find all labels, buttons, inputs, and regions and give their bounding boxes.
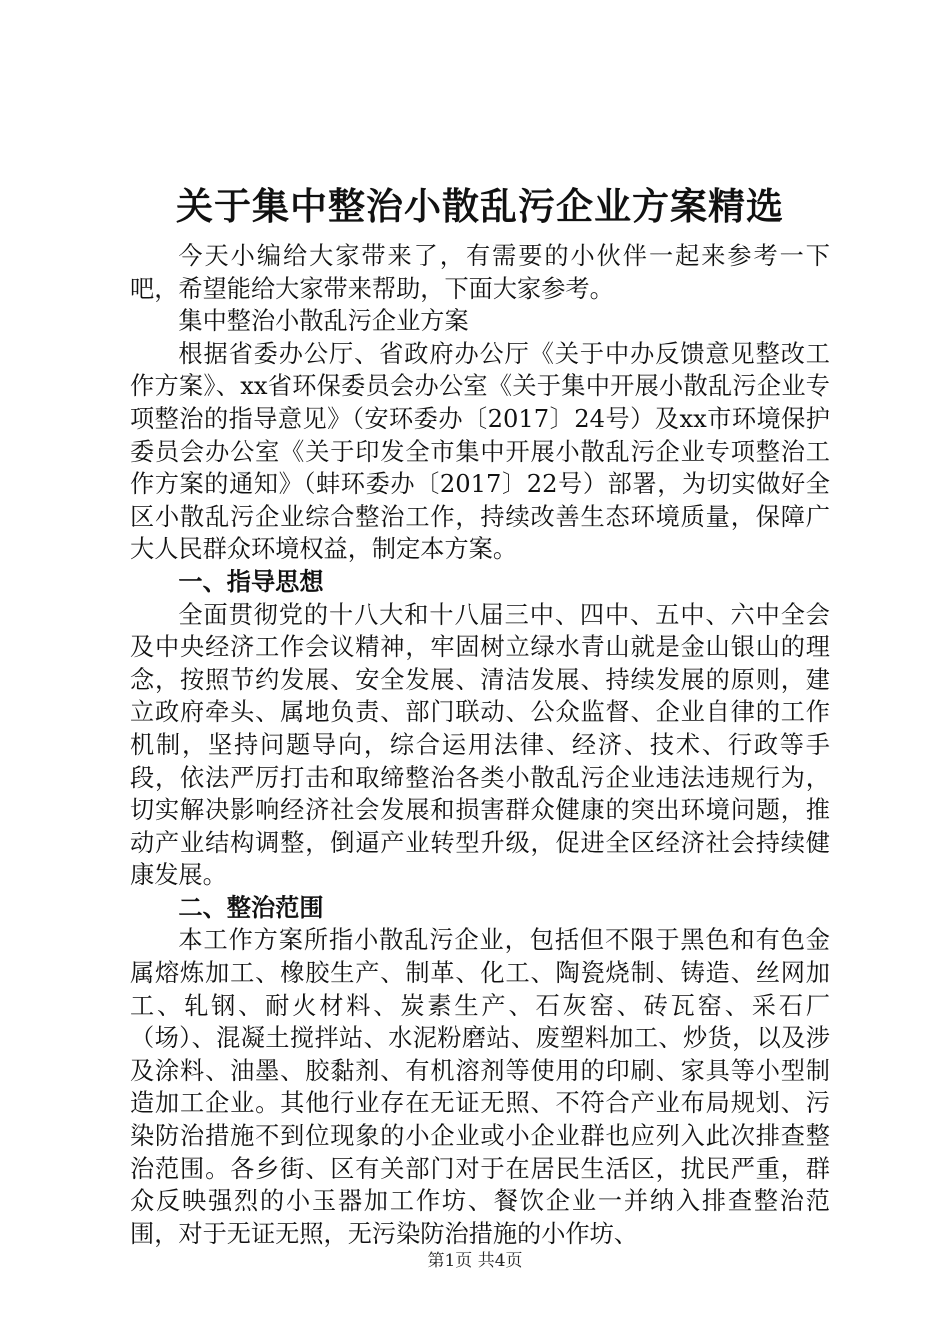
body-paragraph-3: 本工作方案所指小散乱污企业，包括但不限于黑色和有色金属熔炼加工、橡胶生产、制革、化工、陶瓷烧制、铸造、丝网加工、轧钢、耐火材料、炭素生产、石灰窑、砖瓦窑、采石厂（场）、混凝土搅拌站、水泥粉磨站、废塑料加工、炒货，以及涉及涂料、油墨、胶黏剂、有机溶剂等使用的印刷、家具等小型制造加工企业。其他行业存在无证无照、不符合产业布局规划、污染防治措施不到位现象的小企业或小企业群也应列入此次排查整治范围。各乡街、区有关部门对于在居民生活区，扰民严重，群众反映强烈的小玉器加工作坊、餐饮企业一并纳入排查整治范围，对于无证无照，无污染防治措施的小作坊、 xyxy=(130,926,830,1248)
document-title: 关于集中整治小散乱污企业方案精选 xyxy=(176,184,784,228)
body-paragraph-2: 全面贯彻党的十八大和十八届三中、四中、五中、六中全会及中央经济工作会议精神，牢固树立绿水青山就是金山银山的理念，按照节约发展、安全发展、清洁发展、持续发展的原则，建立政府牵头、属地负责、部门联动、公众监督、企业自律的工作机制，坚持问题导向，综合运用法律、经济、技术、行政等手段，依法严厉打击和取缔整治各类小散乱污企业违法违规行为，切实解决影响经济社会发展和损害群众健康的突出环境问题，推动产业结构调整，倒逼产业转型升级，促进全区经济社会持续健康发展。 xyxy=(130,600,830,890)
subtitle-line: 集中整治小散乱污企业方案 xyxy=(178,307,469,336)
page-footer: 第1页 共4页 xyxy=(427,1251,523,1271)
document-page xyxy=(130,180,830,1250)
body-paragraph-1: 根据省委办公厅、省政府办公厅《关于中办反馈意见整改工作方案》、xx省环保委员会办公室《关于集中开展小散乱污企业专项整治的指导意见》（安环委办〔2017〕24号）及xx市环境保护委员会办公室《关于印发全市集中开展小散乱污企业专项整治工作方案的通知》（蚌环委办〔2017〕22号）部署，为切实做好全区小散乱污企业综合整治工作，持续改善生态环境质量，保障广大人民群众环境权益，制定本方案。 xyxy=(130,339,830,564)
intro-paragraph: 今天小编给大家带来了，有需要的小伙伴一起来参考一下吧，希望能给大家带来帮助，下面大家参考。 xyxy=(130,242,830,303)
section-heading-2: 二、整治范围 xyxy=(178,892,324,922)
section-heading-1: 一、指导思想 xyxy=(178,566,324,596)
